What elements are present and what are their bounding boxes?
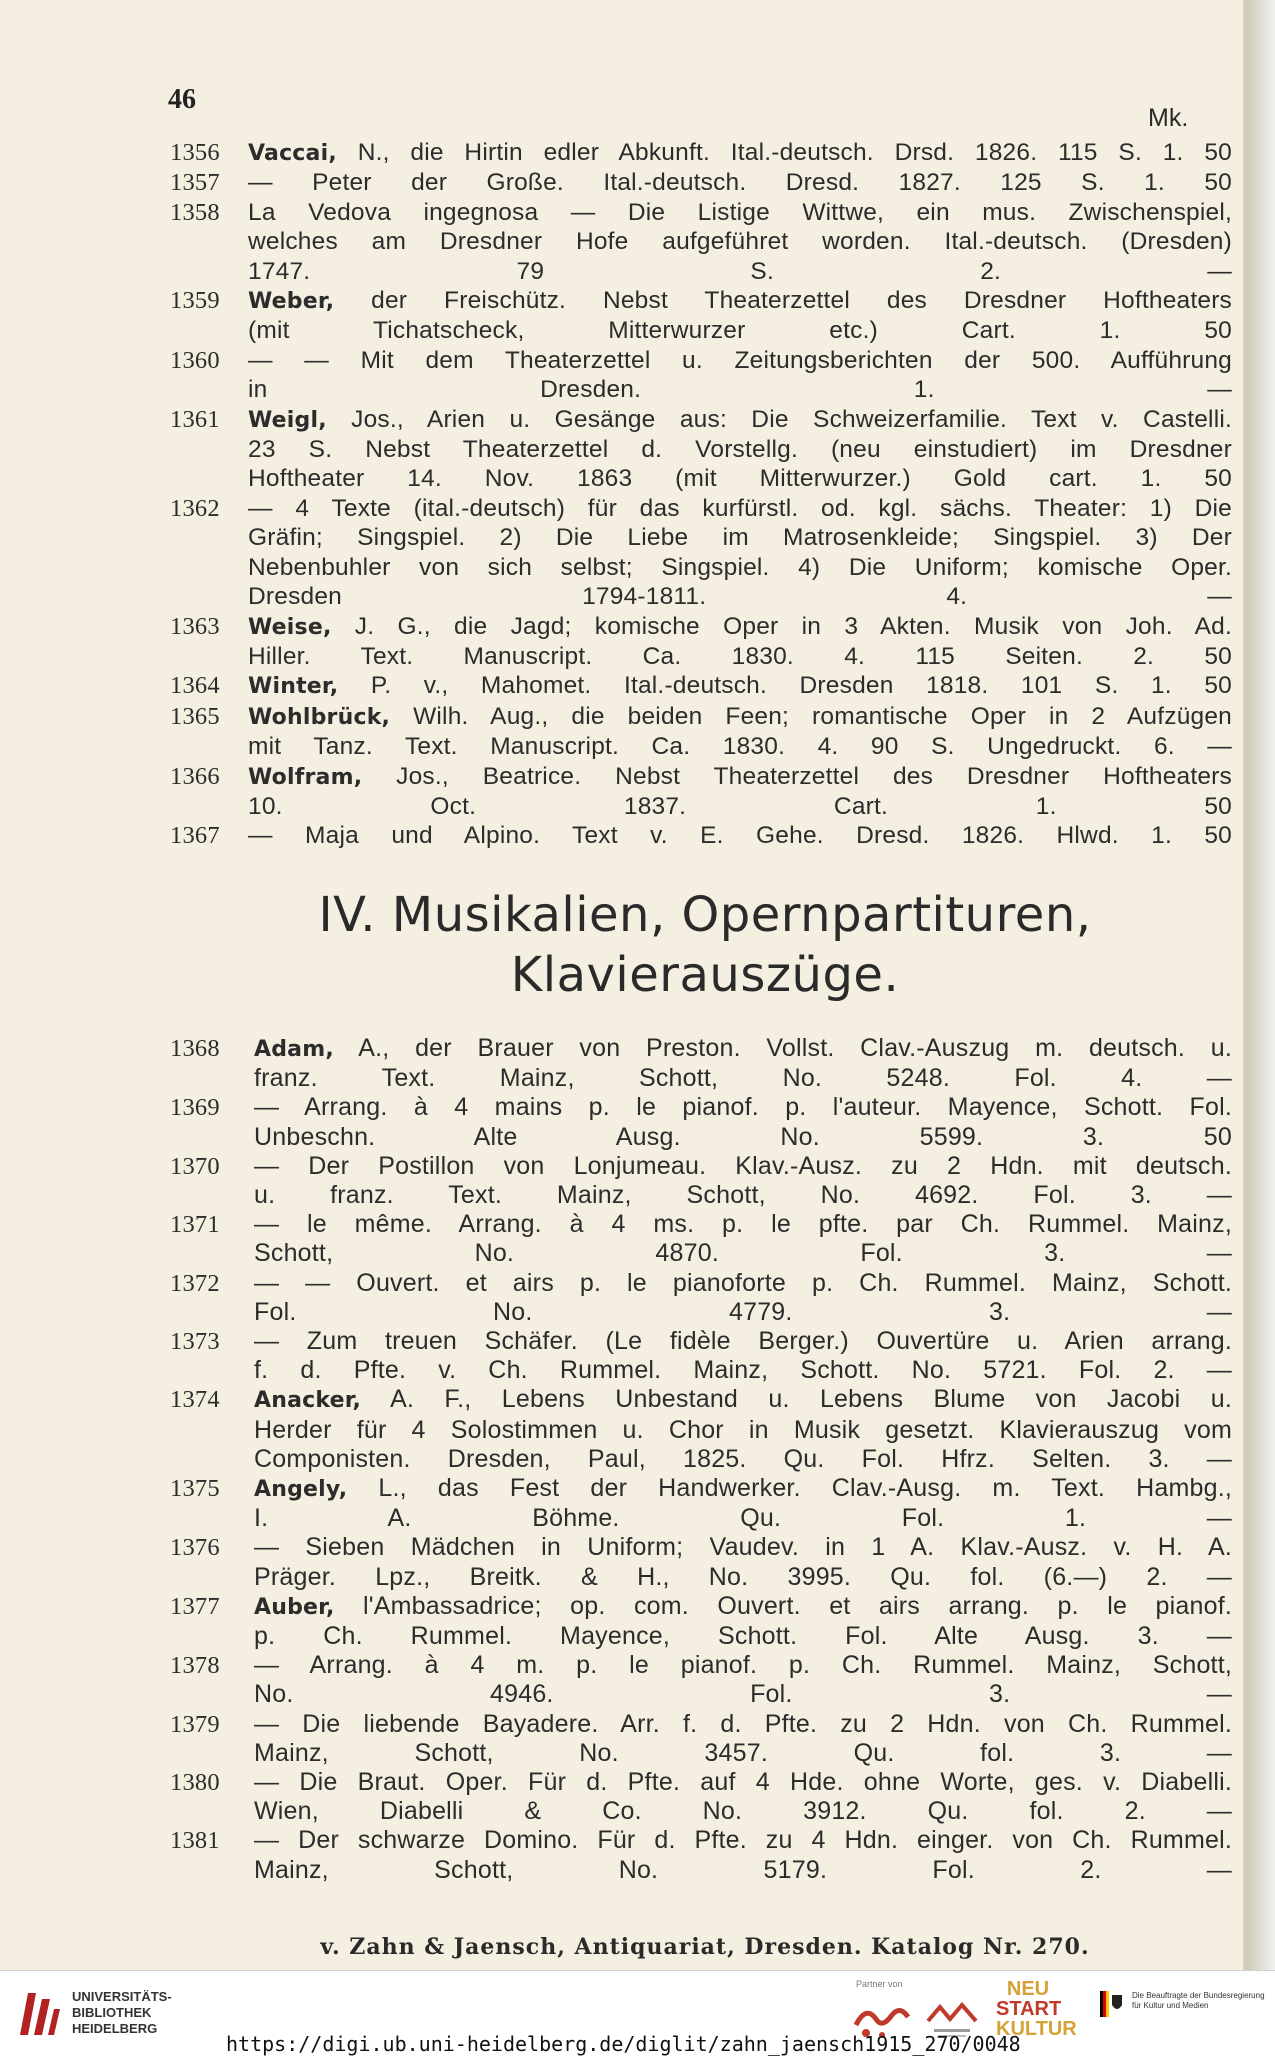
entry-text: — — Ouvert. et airs p. le pianoforte p. Ch. Rummel. Mainz, Schott.: [254, 1268, 1232, 1297]
entry-number: 1371: [170, 1211, 220, 1239]
catalog-entry: [170, 1826, 1240, 1884]
catalog-entry: [170, 1710, 1240, 1768]
entry-text-line: [254, 1739, 1240, 1768]
catalog-entries-section-3: [170, 138, 1240, 851]
entry-author: Winter,: [248, 674, 339, 700]
entry-text-line: [248, 642, 1240, 671]
entry-text-line: [254, 1269, 1240, 1298]
entry-text-line: [248, 405, 1240, 435]
catalog-entry: [170, 762, 1240, 822]
entry-text: Jos., Arien u. Gesänge aus: Die Schweizerfamilie. Text v. Castelli.: [351, 405, 1232, 433]
catalog-entries-section-4: [170, 1034, 1240, 1885]
entry-text-line: [254, 1210, 1240, 1239]
entry-text: — Maja und Alpino. Text v. E. Gehe. Dresd. 1826. Hlwd. 1. 50: [248, 822, 1232, 850]
entry-number: 1361: [170, 405, 220, 433]
entry-text: u. franz. Text. Mainz, Schott, No. 4692. Fol. 3. —: [254, 1181, 1232, 1210]
entry-text: No. 4946. Fol. 3. —: [254, 1680, 1232, 1709]
catalog-entry: [170, 1327, 1240, 1385]
catalog-entry: [170, 1592, 1240, 1651]
entry-text-line: [248, 138, 1240, 168]
entry-text-line: [248, 435, 1240, 464]
entry-number: 1374: [170, 1386, 220, 1414]
entry-number: 1370: [170, 1152, 220, 1180]
catalog-entry: [170, 1385, 1240, 1474]
entry-text: — Die Braut. Oper. Für d. Pfte. auf 4 Hde. ohne Worte, ges. v. Diabelli.: [254, 1768, 1232, 1797]
entry-text: — le même. Arrang. à 4 ms. p. le pfte. par Ch. Rummel. Mainz,: [254, 1210, 1232, 1239]
catalog-entry: [170, 346, 1240, 405]
library-name[interactable]: UNIVERSITÄTS- BIBLIOTHEK HEIDELBERG: [72, 1989, 172, 2036]
entry-number: 1381: [170, 1827, 220, 1855]
catalog-entry: [170, 1152, 1240, 1210]
entry-number: 1379: [170, 1710, 220, 1738]
entry-text: (mit Tichatscheck, Mitterwurzer etc.) Cart. 1. 50: [248, 317, 1232, 345]
entry-text-line: [248, 286, 1240, 316]
entry-text: f. d. Pfte. v. Ch. Rummel. Mainz, Schott. No. 5721. Fol. 2. —: [254, 1356, 1232, 1385]
entry-text-line: [254, 1445, 1240, 1474]
entry-number: 1360: [170, 346, 220, 374]
entry-author: Vaccai,: [248, 141, 337, 166]
entry-text: Hoftheater 14. Nov. 1863 (mit Mitterwurzer.) Gold cart. 1. 50: [248, 465, 1232, 493]
catalog-entry: [170, 138, 1240, 168]
entry-author: Anacker,: [254, 1388, 362, 1414]
entry-text: welches am Dresdner Hofe aufgeführet worden. Ital.-deutsch. (Dresden): [248, 228, 1232, 256]
entry-text: N., die Hirtin edler Abkunft. Ital.-deutsch. Drsd. 1826. 115 S. 1. 50: [357, 139, 1232, 166]
entry-text: 10. Oct. 1837. Cart. 1. 50: [248, 792, 1232, 820]
entry-text: — Der schwarze Domino. Für d. Pfte. zu 4 Hdn. einger. von Ch. Rummel.: [254, 1826, 1232, 1855]
entry-text-line: [254, 1797, 1240, 1826]
entry-number: 1375: [170, 1475, 220, 1503]
bkm-logo-text[interactable]: Die Beauftragte der Bundesregierung für Kultur und Medien: [1132, 1991, 1265, 2010]
entry-text-line: [248, 671, 1240, 701]
entry-text-line: [254, 1239, 1240, 1268]
entry-text-line: [254, 1474, 1240, 1504]
catalog-entry: [170, 1269, 1240, 1327]
entry-text-line: [248, 375, 1240, 404]
entry-text: Jos., Beatrice. Nebst Theaterzettel des Dresdner Hoftheaters: [396, 762, 1232, 790]
catalog-entry: [170, 1533, 1240, 1591]
entry-number: 1378: [170, 1652, 220, 1680]
entry-text: Gräfin; Singspiel. 2) Die Liebe im Matrosenkleide; Singspiel. 3) Der: [248, 524, 1232, 552]
catalog-entry: [170, 821, 1240, 850]
entry-text: A. F., Lebens Unbestand u. Lebens Blume von Jacobi u.: [390, 1385, 1232, 1414]
entry-number: 1358: [170, 198, 220, 226]
entry-author: Adam,: [254, 1037, 334, 1062]
entry-text: A., der Brauer von Preston. Vollst. Clav.-Auszug m. deutsch. u.: [358, 1034, 1232, 1062]
entry-author: Angely,: [254, 1477, 348, 1503]
entry-text-line: [248, 316, 1240, 345]
entry-text-line: [248, 762, 1240, 792]
entry-text: — Sieben Mädchen in Uniform; Vaudev. in 1 A. Klav.-Ausz. v. H. A.: [254, 1533, 1232, 1562]
entry-text: — Arrang. à 4 m. p. le pianof. p. Ch. Rummel. Mainz, Schott,: [254, 1651, 1232, 1680]
entry-text-line: [254, 1123, 1240, 1152]
federal-eagle-icon: [1100, 1991, 1124, 2017]
entry-text-line: [248, 198, 1240, 227]
entry-text-line: [248, 792, 1240, 821]
entry-text: — — Mit dem Theaterzettel u. Zeitungsberichten der 500. Aufführung: [248, 346, 1232, 374]
entry-text: Präger. Lpz., Breitk. & H., No. 3995. Qu. fol. (6.—) 2. —: [254, 1562, 1232, 1591]
entry-number: 1376: [170, 1534, 220, 1562]
catalog-entry: [170, 286, 1240, 346]
catalog-entry: [170, 405, 1240, 494]
entry-text: Schott, No. 4870. Fol. 3. —: [254, 1239, 1232, 1268]
entry-text: J. G., die Jagd; komische Oper in 3 Akten. Musik von Joh. Ad.: [354, 612, 1232, 640]
entry-text-line: [254, 1504, 1240, 1533]
permalink-url[interactable]: https://digi.ub.uni-heidelberg.de/diglit/zahn_jaensch1915_270/0048: [226, 2032, 1021, 2056]
entry-number: 1365: [170, 702, 220, 730]
catalog-entry: [170, 1034, 1240, 1093]
entry-text-line: [248, 168, 1240, 197]
entry-text-line: [248, 227, 1240, 256]
entry-text: p. Ch. Rummel. Mayence, Schott. Fol. Alte Ausg. 3. —: [254, 1622, 1232, 1651]
entry-text-line: [248, 464, 1240, 493]
entry-text: P. v., Mahomet. Ital.-deutsch. Dresden 1818. 101 S. 1. 50: [370, 672, 1232, 700]
entry-text-line: [254, 1093, 1240, 1122]
catalog-entry: [170, 702, 1240, 762]
entry-text: Herder für 4 Solostimmen u. Chor in Musik gesetzt. Klavierauszug vom: [254, 1415, 1232, 1444]
entry-number: 1366: [170, 762, 220, 790]
page-number: 46: [168, 84, 196, 115]
entry-text-line: [254, 1563, 1240, 1592]
entry-text: Mainz, Schott, No. 5179. Fol. 2. —: [254, 1855, 1232, 1884]
catalog-entry: [170, 198, 1240, 286]
entry-author: Auber,: [254, 1594, 335, 1620]
entry-text-line: [254, 1622, 1240, 1651]
entry-text-line: [254, 1152, 1240, 1181]
entry-number: 1368: [170, 1035, 220, 1062]
entry-text: Wien, Diabelli & Co. No. 3912. Qu. fol. 2. —: [254, 1797, 1232, 1826]
entry-text-line: [248, 612, 1240, 642]
entry-text: mit Tanz. Text. Manuscript. Ca. 1830. 4. 90 S. Ungedruckt. 6. —: [248, 733, 1232, 761]
page-edge: [1245, 0, 1275, 1970]
university-library-logo-icon[interactable]: [14, 1985, 62, 2041]
neustart-kultur-logo[interactable]: NEU START KULTUR: [996, 1978, 1077, 2040]
entry-text-line: [254, 1826, 1240, 1855]
entry-text: der Freischütz. Nebst Theaterzettel des Dresdner Hoftheaters: [371, 287, 1233, 315]
entry-text-line: [254, 1710, 1240, 1739]
entry-text-line: [254, 1064, 1240, 1093]
entry-text-line: [254, 1651, 1240, 1680]
catalog-entry: [170, 168, 1240, 197]
entry-author: Wohlbrück,: [248, 704, 391, 730]
entry-text-line: [254, 1298, 1240, 1327]
catalog-footer: v. Zahn & Jaensch, Antiquariat, Dresden. Katalog Nr. 270.: [320, 1934, 1090, 1960]
entry-text: 1747. 79 S. 2. —: [248, 257, 1232, 285]
section-heading: [170, 885, 1240, 1005]
entry-number: 1363: [170, 612, 220, 640]
entry-text-line: [254, 1181, 1240, 1210]
section-heading-line-1: IV. Musikalien, Opernpartituren,: [318, 887, 1092, 943]
entry-text-line: [248, 523, 1240, 552]
entry-text-line: [254, 1680, 1240, 1709]
entry-text: franz. Text. Mainz, Schott, No. 5248. Fol. 4. —: [254, 1064, 1232, 1093]
entry-number: 1373: [170, 1328, 220, 1356]
catalog-entry: [170, 1210, 1240, 1268]
entry-text-line: [248, 553, 1240, 582]
entry-text: Wilh. Aug., die beiden Feen; romantische Oper in 2 Aufzügen: [413, 702, 1232, 730]
entry-text: — Arrang. à 4 mains p. le pianof. p. l'auteur. Mayence, Schott. Fol.: [254, 1093, 1232, 1122]
catalog-entry: [170, 671, 1240, 701]
catalog-entry: [170, 1651, 1240, 1709]
entry-text: L., das Fest der Handwerker. Clav.-Ausg. m. Text. Hambg.,: [378, 1474, 1232, 1503]
catalog-entry: [170, 612, 1240, 672]
entry-text-line: [254, 1416, 1240, 1445]
entry-text: 23 S. Nebst Theaterzettel d. Vorstellg. (neu einstudiert) im Dresdner: [248, 436, 1232, 464]
entry-text-line: [248, 821, 1240, 850]
entry-text: — Der Postillon von Lonjumeau. Klav.-Ausz. zu 2 Hdn. mit deutsch.: [254, 1151, 1232, 1180]
catalog-entry: [170, 1093, 1240, 1151]
entry-number: 1362: [170, 494, 220, 522]
entry-text: La Vedova ingegnosa — Die Listige Wittwe, ein mus. Zwischenspiel,: [248, 198, 1232, 226]
entry-text-line: [254, 1768, 1240, 1797]
entry-text: — 4 Texte (ital.-deutsch) für das kurfürstl. od. kgl. sächs. Theater: 1) Die: [248, 494, 1232, 522]
entry-number: 1372: [170, 1269, 220, 1297]
entry-number: 1380: [170, 1769, 220, 1797]
entry-text: — Peter der Große. Ital.-deutsch. Dresd. 1827. 125 S. 1. 50: [248, 169, 1232, 197]
section-heading-line-2: Klavierauszüge.: [510, 947, 900, 1003]
entry-text: Unbeschn. Alte Ausg. No. 5599. 3. 50: [254, 1122, 1232, 1151]
entry-text: in Dresden. 1. —: [248, 376, 1232, 404]
entry-text: l'Ambassadrice; op. com. Ouvert. et airs arrang. p. le pianof.: [363, 1591, 1232, 1620]
entry-number: 1359: [170, 287, 220, 315]
entry-text-line: [254, 1856, 1240, 1885]
entry-author: Weigl,: [248, 407, 327, 433]
entry-author: Wolfram,: [248, 764, 363, 790]
entry-text-line: [254, 1034, 1240, 1064]
entry-text: Componisten. Dresden, Paul, 1825. Qu. Fol. Hfrz. Selten. 3. —: [254, 1444, 1232, 1473]
entry-text: Dresden 1794-1811. 4. —: [248, 583, 1232, 611]
entry-text-line: [248, 732, 1240, 761]
entry-text: Nebenbuhler von sich selbst; Singspiel. 4) Die Uniform; komische Oper.: [248, 553, 1232, 581]
entry-text: Fol. No. 4779. 3. —: [254, 1297, 1232, 1326]
entry-text-line: [248, 582, 1240, 611]
entry-text: I. A. Böhme. Qu. Fol. 1. —: [254, 1504, 1232, 1533]
catalog-entry: [170, 494, 1240, 612]
entry-text-line: [254, 1385, 1240, 1415]
entry-number: 1369: [170, 1094, 220, 1122]
entry-number: 1377: [170, 1592, 220, 1620]
entry-number: 1367: [170, 822, 220, 850]
entry-text-line: [254, 1533, 1240, 1562]
entry-text-line: [248, 346, 1240, 375]
entry-text-line: [248, 702, 1240, 732]
entry-text: Mainz, Schott, No. 3457. Qu. fol. 3. —: [254, 1738, 1232, 1767]
currency-header: Mk.: [1148, 104, 1189, 132]
entry-author: Weise,: [248, 614, 332, 640]
entry-text: — Die liebende Bayadere. Arr. f. d. Pfte. zu 2 Hdn. von Ch. Rummel.: [254, 1709, 1232, 1738]
entry-text-line: [248, 494, 1240, 523]
catalog-entry: [170, 1768, 1240, 1826]
entry-number: 1364: [170, 672, 220, 700]
entry-text-line: [254, 1356, 1240, 1385]
entry-text-line: [248, 257, 1240, 286]
catalog-entry: [170, 1474, 1240, 1533]
partner-label: Partner von: [856, 1979, 903, 1989]
entry-number: 1357: [170, 169, 220, 197]
entry-author: Weber,: [248, 289, 335, 315]
entry-text-line: [254, 1327, 1240, 1356]
entry-text-line: [254, 1592, 1240, 1622]
entry-text: — Zum treuen Schäfer. (Le fidèle Berger.) Ouvertüre u. Arien arrang.: [254, 1327, 1232, 1356]
entry-text: Hiller. Text. Manuscript. Ca. 1830. 4. 115 Seiten. 2. 50: [248, 642, 1232, 670]
entry-number: 1356: [170, 139, 220, 166]
